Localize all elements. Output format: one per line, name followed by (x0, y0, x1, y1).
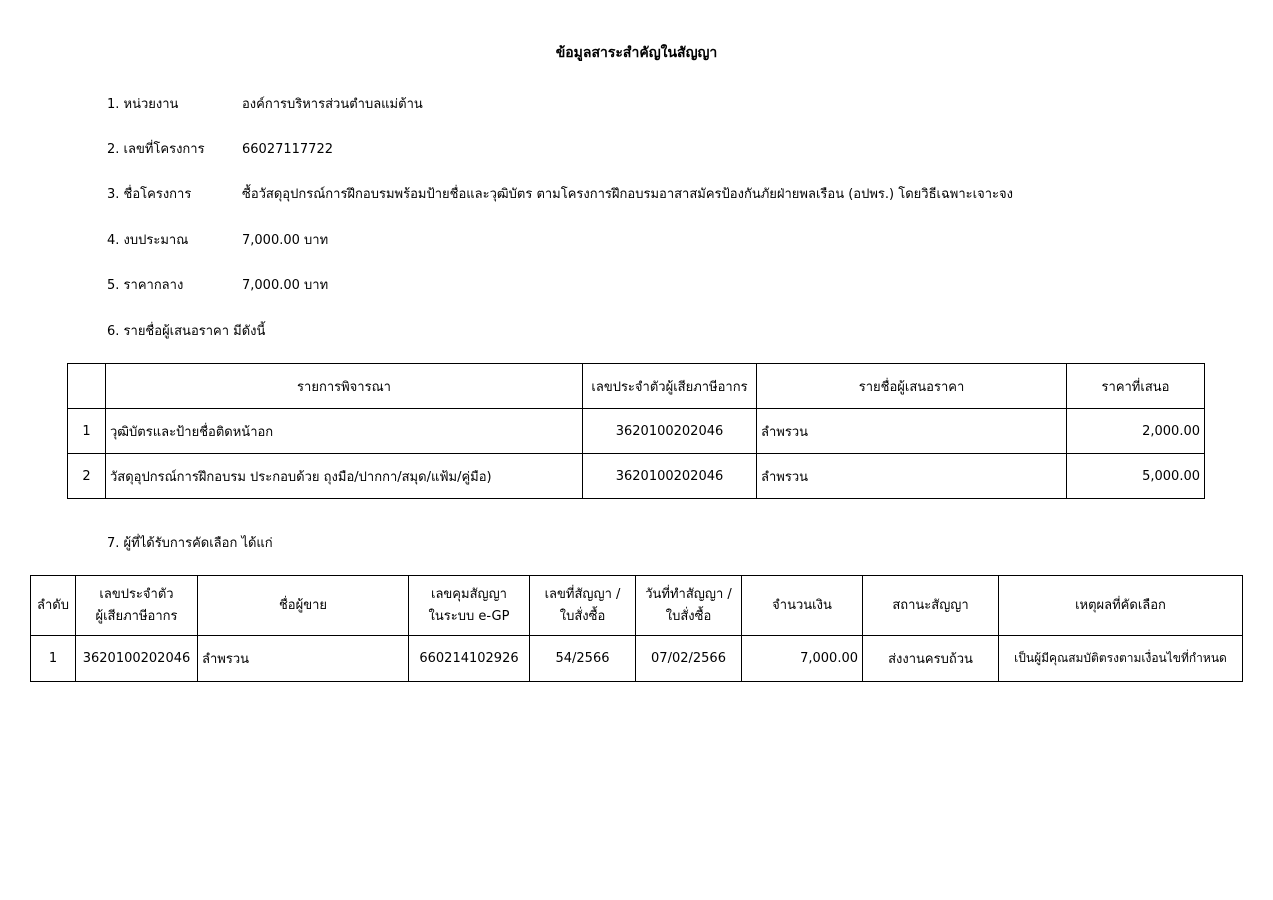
header-line: ชื่อผู้ขาย (278, 597, 328, 613)
header-cell (68, 364, 106, 409)
table-cell: 2 (68, 454, 106, 499)
info-value: 7,000.00 บาท (242, 233, 329, 248)
header-cell: เลขประจำตัวผู้เสียภาษีอากร (583, 364, 757, 409)
header-cell: ราคาที่เสนอ (1067, 364, 1205, 409)
header-cell (530, 576, 636, 636)
table-cell: 3620100202046 (583, 454, 757, 499)
table-cell: ลำพรวน (757, 454, 1067, 499)
info-value: 7,000.00 บาท (242, 278, 329, 293)
info-label: 3. ชื่อโครงการ (107, 187, 192, 202)
table-cell: 2,000.00 (1067, 409, 1205, 454)
table-cell: ส่งงานครบถ้วน (863, 636, 999, 682)
info-value: องค์การบริหารส่วนตำบลแม่ต้าน (242, 97, 423, 112)
info-budget (107, 231, 328, 251)
info-agency (107, 95, 423, 115)
header-line: เลขคุมสัญญา (431, 586, 507, 602)
table-cell: 3620100202046 (583, 409, 757, 454)
header-line: เลขประจำตัว (99, 586, 174, 602)
document-title: ข้อมูลสาระสำคัญในสัญญา (555, 45, 718, 61)
table-cell: ลำพรวน (757, 409, 1067, 454)
table-cell: 1 (68, 409, 106, 454)
header-line: ในระบบ e-GP (428, 608, 510, 624)
header-cell: รายชื่อผู้เสนอราคา (757, 364, 1067, 409)
header-cell (31, 576, 76, 636)
info-value: ซื้อวัสดุอุปกรณ์การฝึกอบรมพร้อมป้ายชื่อและวุฒิบัตร ตามโครงการฝึกอบรมอาสาสมัครป้องกันภัยฝ่ายพลเรือน (อปพร.) โดยวิธีเฉพาะเจาะจง (242, 187, 1013, 202)
table-cell: 7,000.00 (742, 636, 863, 682)
header-cell (636, 576, 742, 636)
header-cell (198, 576, 409, 636)
header-line: ใบสั่งซื้อ (559, 608, 606, 624)
table-row (68, 454, 1205, 499)
header-cell (999, 576, 1243, 636)
header-line: เหตุผลที่คัดเลือก (1075, 597, 1166, 613)
header-line: เลขที่สัญญา / (544, 586, 621, 602)
table-cell: วุฒิบัตรและป้ายชื่อติดหน้าอก (106, 409, 583, 454)
table-cell: 1 (31, 636, 76, 682)
header-line: จำนวนเงิน (772, 597, 832, 613)
table-row (31, 636, 1243, 682)
header-cell (863, 576, 999, 636)
header-line: วันที่ทำสัญญา / (645, 586, 732, 602)
table-row (68, 409, 1205, 454)
table-cell: ลำพรวน (198, 636, 409, 682)
info-label: 5. ราคากลาง (107, 278, 184, 293)
info-label: 1. หน่วยงาน (107, 97, 179, 112)
winner-table (30, 575, 1243, 682)
header-cell (409, 576, 530, 636)
table-cell: 54/2566 (530, 636, 636, 682)
info-project-number (107, 140, 333, 160)
winner-heading: 7. ผู้ที่ได้รับการคัดเลือก ได้แก่ (107, 536, 273, 551)
table-cell: 5,000.00 (1067, 454, 1205, 499)
table-cell: 3620100202046 (76, 636, 198, 682)
table-cell: วัสดุอุปกรณ์การฝึกอบรม ประกอบด้วย ถุงมือ/ปากกา/สมุด/แฟ้ม/คู่มือ) (106, 454, 583, 499)
table-header-row (68, 364, 1205, 409)
header-cell (76, 576, 198, 636)
info-value: 66027117722 (242, 142, 333, 157)
table-header-row (31, 576, 1243, 636)
header-cell (742, 576, 863, 636)
header-line: สถานะสัญญา (892, 597, 969, 613)
header-line: ลำดับ (37, 597, 69, 613)
bidders-heading: 6. รายชื่อผู้เสนอราคา มีดังนี้ (107, 324, 266, 339)
bidders-table (67, 363, 1205, 499)
table-cell: เป็นผู้มีคุณสมบัติตรงตามเงื่อนไขที่กำหนด (999, 636, 1243, 682)
header-line: ผู้เสียภาษีอากร (95, 608, 178, 624)
table-cell: 07/02/2566 (636, 636, 742, 682)
info-project-name (107, 185, 1013, 205)
info-median-price (107, 276, 328, 296)
table-cell: 660214102926 (409, 636, 530, 682)
info-label: 2. เลขที่โครงการ (107, 142, 205, 157)
header-line: ใบสั่งซื้อ (665, 608, 712, 624)
info-label: 4. งบประมาณ (107, 233, 189, 248)
header-cell: รายการพิจารณา (106, 364, 583, 409)
